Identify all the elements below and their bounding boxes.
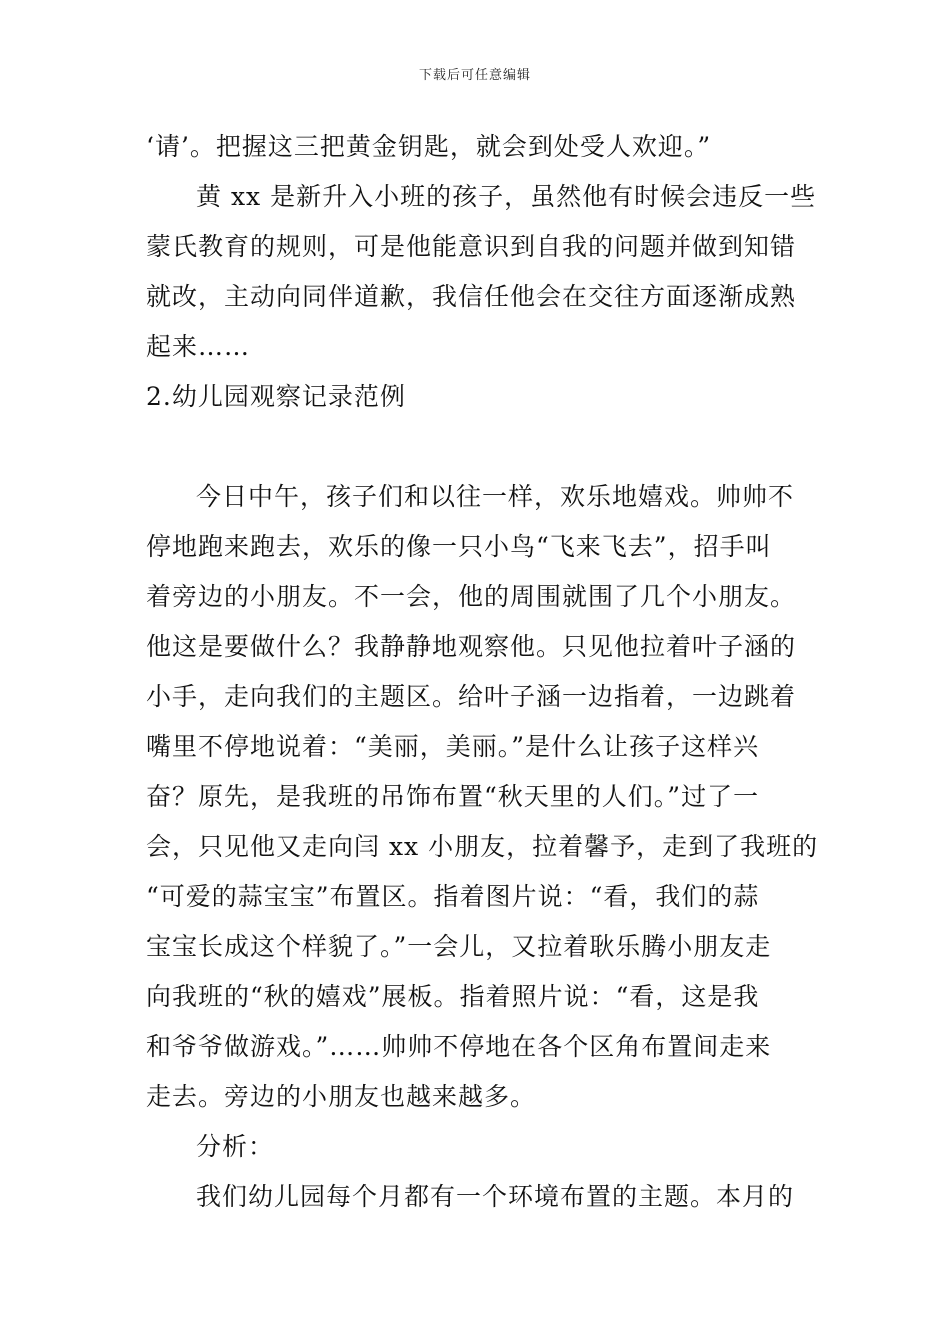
text-line: 走去。旁边的小朋友也越来越多。 xyxy=(146,1082,537,1111)
text-line: 会，只见他又走向闫 xx 小朋友，拉着馨予，走到了我班的 xyxy=(146,832,819,861)
text-line: 嘴里不停地说着：“美丽，美丽。”是什么让孩子这样兴 xyxy=(146,732,760,761)
text-line: 停地跑来跑去，欢乐的像一只小鸟“飞来飞去”，招手叫 xyxy=(146,532,772,561)
text-line: 着旁边的小朋友。不一会，他的周围就围了几个小朋友。 xyxy=(146,582,797,611)
analysis-heading: 分析： xyxy=(196,1132,275,1161)
paragraph-start-line: 今日中午，孩子们和以往一样，欢乐地嬉戏。帅帅不 xyxy=(196,482,795,511)
text-line: 他这是要做什么？我静静地观察他。只见他拉着叶子涵的 xyxy=(146,632,797,661)
text-line: ‘请’。把握这三把黄金钥匙，就会到处受人欢迎。” xyxy=(146,132,712,161)
text-line: 向我班的“秋的嬉戏”展板。指着照片说：“看，这是我 xyxy=(146,982,760,1011)
text-line: 小手，走向我们的主题区。给叶子涵一边指着，一边跳着 xyxy=(146,682,797,711)
page-header: 下载后可任意编辑 xyxy=(418,68,531,83)
text-line: 奋？原先，是我班的吊饰布置“秋天里的人们。”过了一 xyxy=(146,782,760,811)
text-line: 和爷爷做游戏。”……帅帅不停地在各个区角布置间走来 xyxy=(146,1032,772,1061)
text-line: 起来…… xyxy=(146,332,251,361)
text-line: 蒙氏教育的规则，可是他能意识到自我的问题并做到知错 xyxy=(146,232,797,261)
section-heading: 2.幼儿园观察记录范例 xyxy=(146,382,406,411)
text-line: “可爱的蒜宝宝”布置区。指着图片说：“看，我们的蒜 xyxy=(146,882,760,911)
text-line: 宝宝长成这个样貌了。”一会儿，又拉着耿乐腾小朋友走 xyxy=(146,932,772,961)
text-line: 就改，主动向同伴道歉，我信任他会在交往方面逐渐成熟 xyxy=(146,282,797,311)
paragraph-start-line: 黄 xx 是新升入小班的孩子，虽然他有时候会违反一些 xyxy=(196,182,817,211)
paragraph-start-line: 我们幼儿园每个月都有一个环境布置的主题。本月的 xyxy=(196,1182,795,1211)
